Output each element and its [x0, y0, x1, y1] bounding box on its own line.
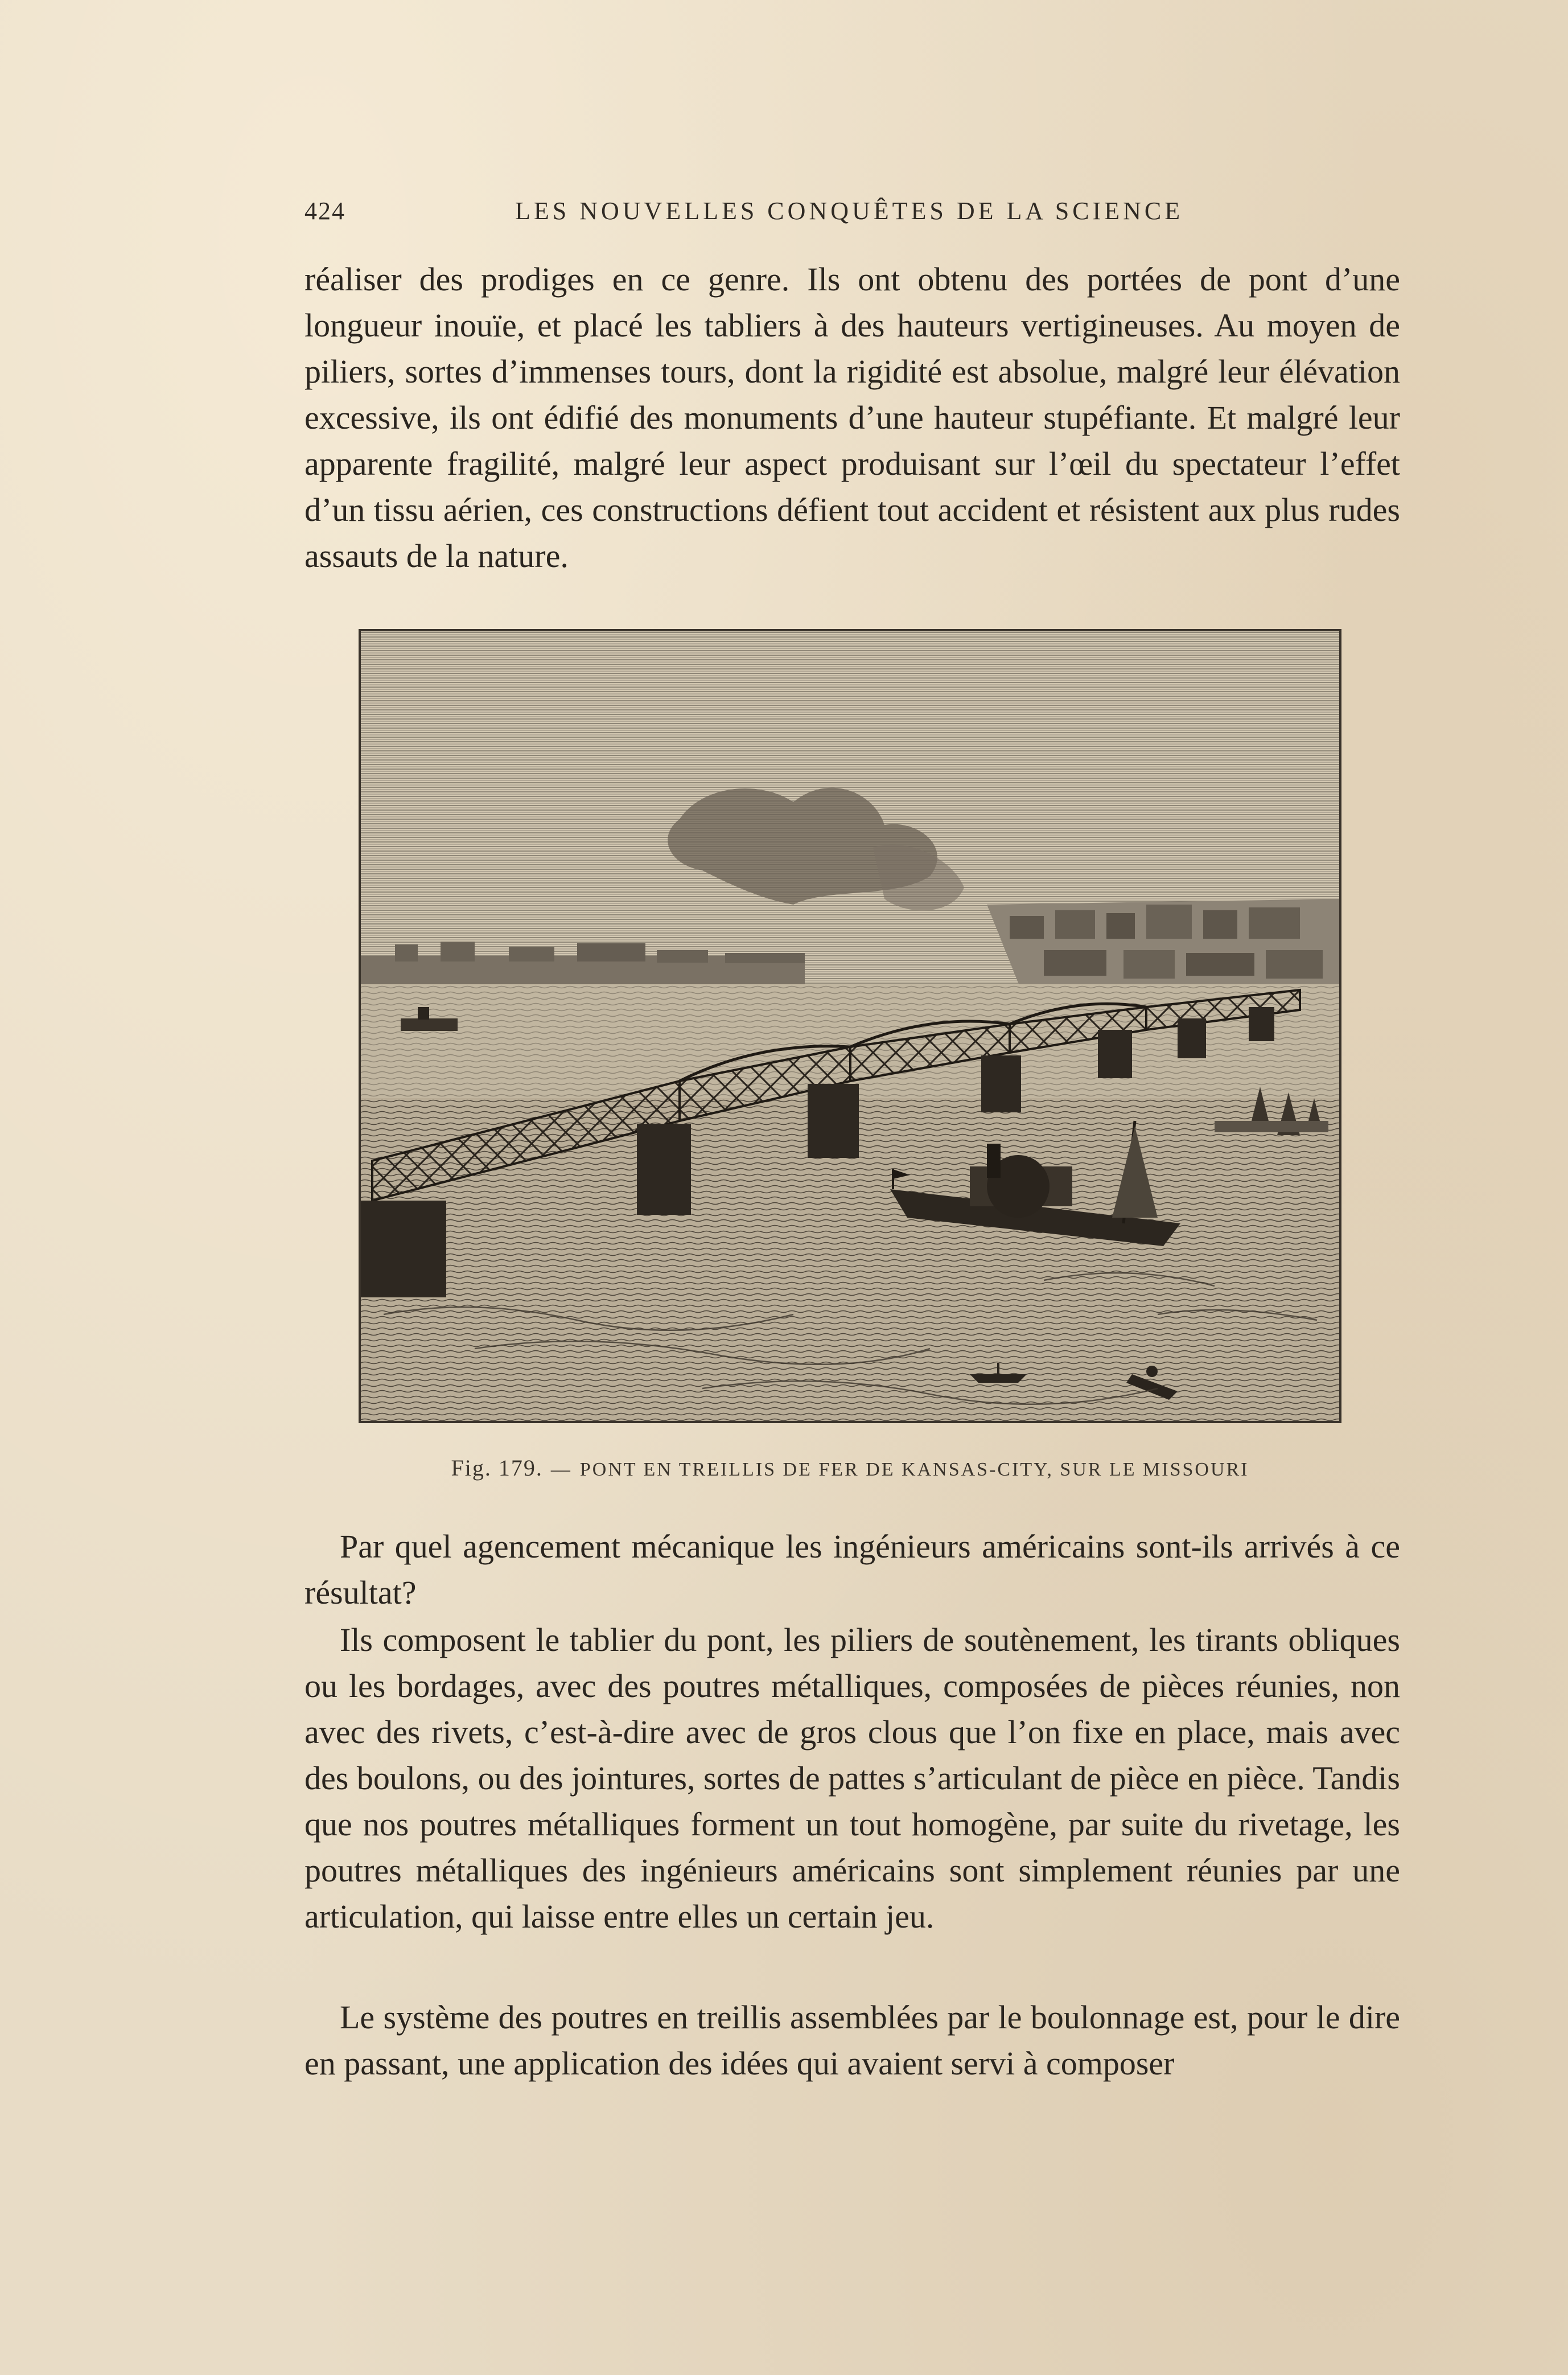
- bridge-engraving: [359, 629, 1341, 1423]
- caption-separator: —: [550, 1459, 572, 1480]
- running-head: [304, 196, 1397, 236]
- page-number: 424: [304, 197, 345, 225]
- header-title: LES NOUVELLES CONQUÊTES DE LA SCIENCE: [515, 197, 1184, 225]
- small-tug: [401, 1018, 458, 1031]
- figure-caption: [359, 1454, 1341, 1481]
- paragraph-1: réaliser des prodiges en ce genre. Ils ont obtenu des portées de pont d’une longueur inouïe, et placé les tabliers à des hauteurs vertigineuses. Au moyen de piliers, sortes d’immenses tours, dont la rigidité est absolue, malgré leur élévation excessive, ils ont édifié des monuments d’une hauteur stupéfiante. Et malgré leur apparente fragilité, malgré leur aspect produisant sur l’œil du spectateur l’effet d’un tissu aérien, ces constructions défient tout accident et résistent aux plus rudes assauts de la nature.: [304, 261, 1400, 574]
- paragraph-4: Le système des poutres en treillis assemblées par le boulonnage est, pour le dire en passant, une application des idées qui avaient servi à composer: [304, 1999, 1400, 2082]
- caption-text: PONT EN TREILLIS DE FER DE KANSAS-CITY, SUR LE MISSOURI: [579, 1459, 1249, 1480]
- paragraph-2: Par quel agencement mécanique les ingénieurs américains sont-ils arrivés à ce résultat?: [304, 1528, 1400, 1611]
- figure-label: Fig. 179.: [451, 1455, 543, 1481]
- paragraph-3: Ils composent le tablier du pont, les piliers de soutènement, les tirants obliques ou les bordages, avec des poutres métalliques, composées de pièces réunies, non avec des rivets, c’est-à-dire avec de gros clous que l’on fixe en place, mais avec des boulons, ou des jointures, sortes de pattes s’articulant de pièce en pièce. Tandis que nos poutres métalliques forment un tout homogène, par suite du rivetage, les poutres métalliques des ingénieurs américains sont simplement réunies par une articulation, qui laisse entre elles un certain jeu.: [304, 1621, 1400, 1935]
